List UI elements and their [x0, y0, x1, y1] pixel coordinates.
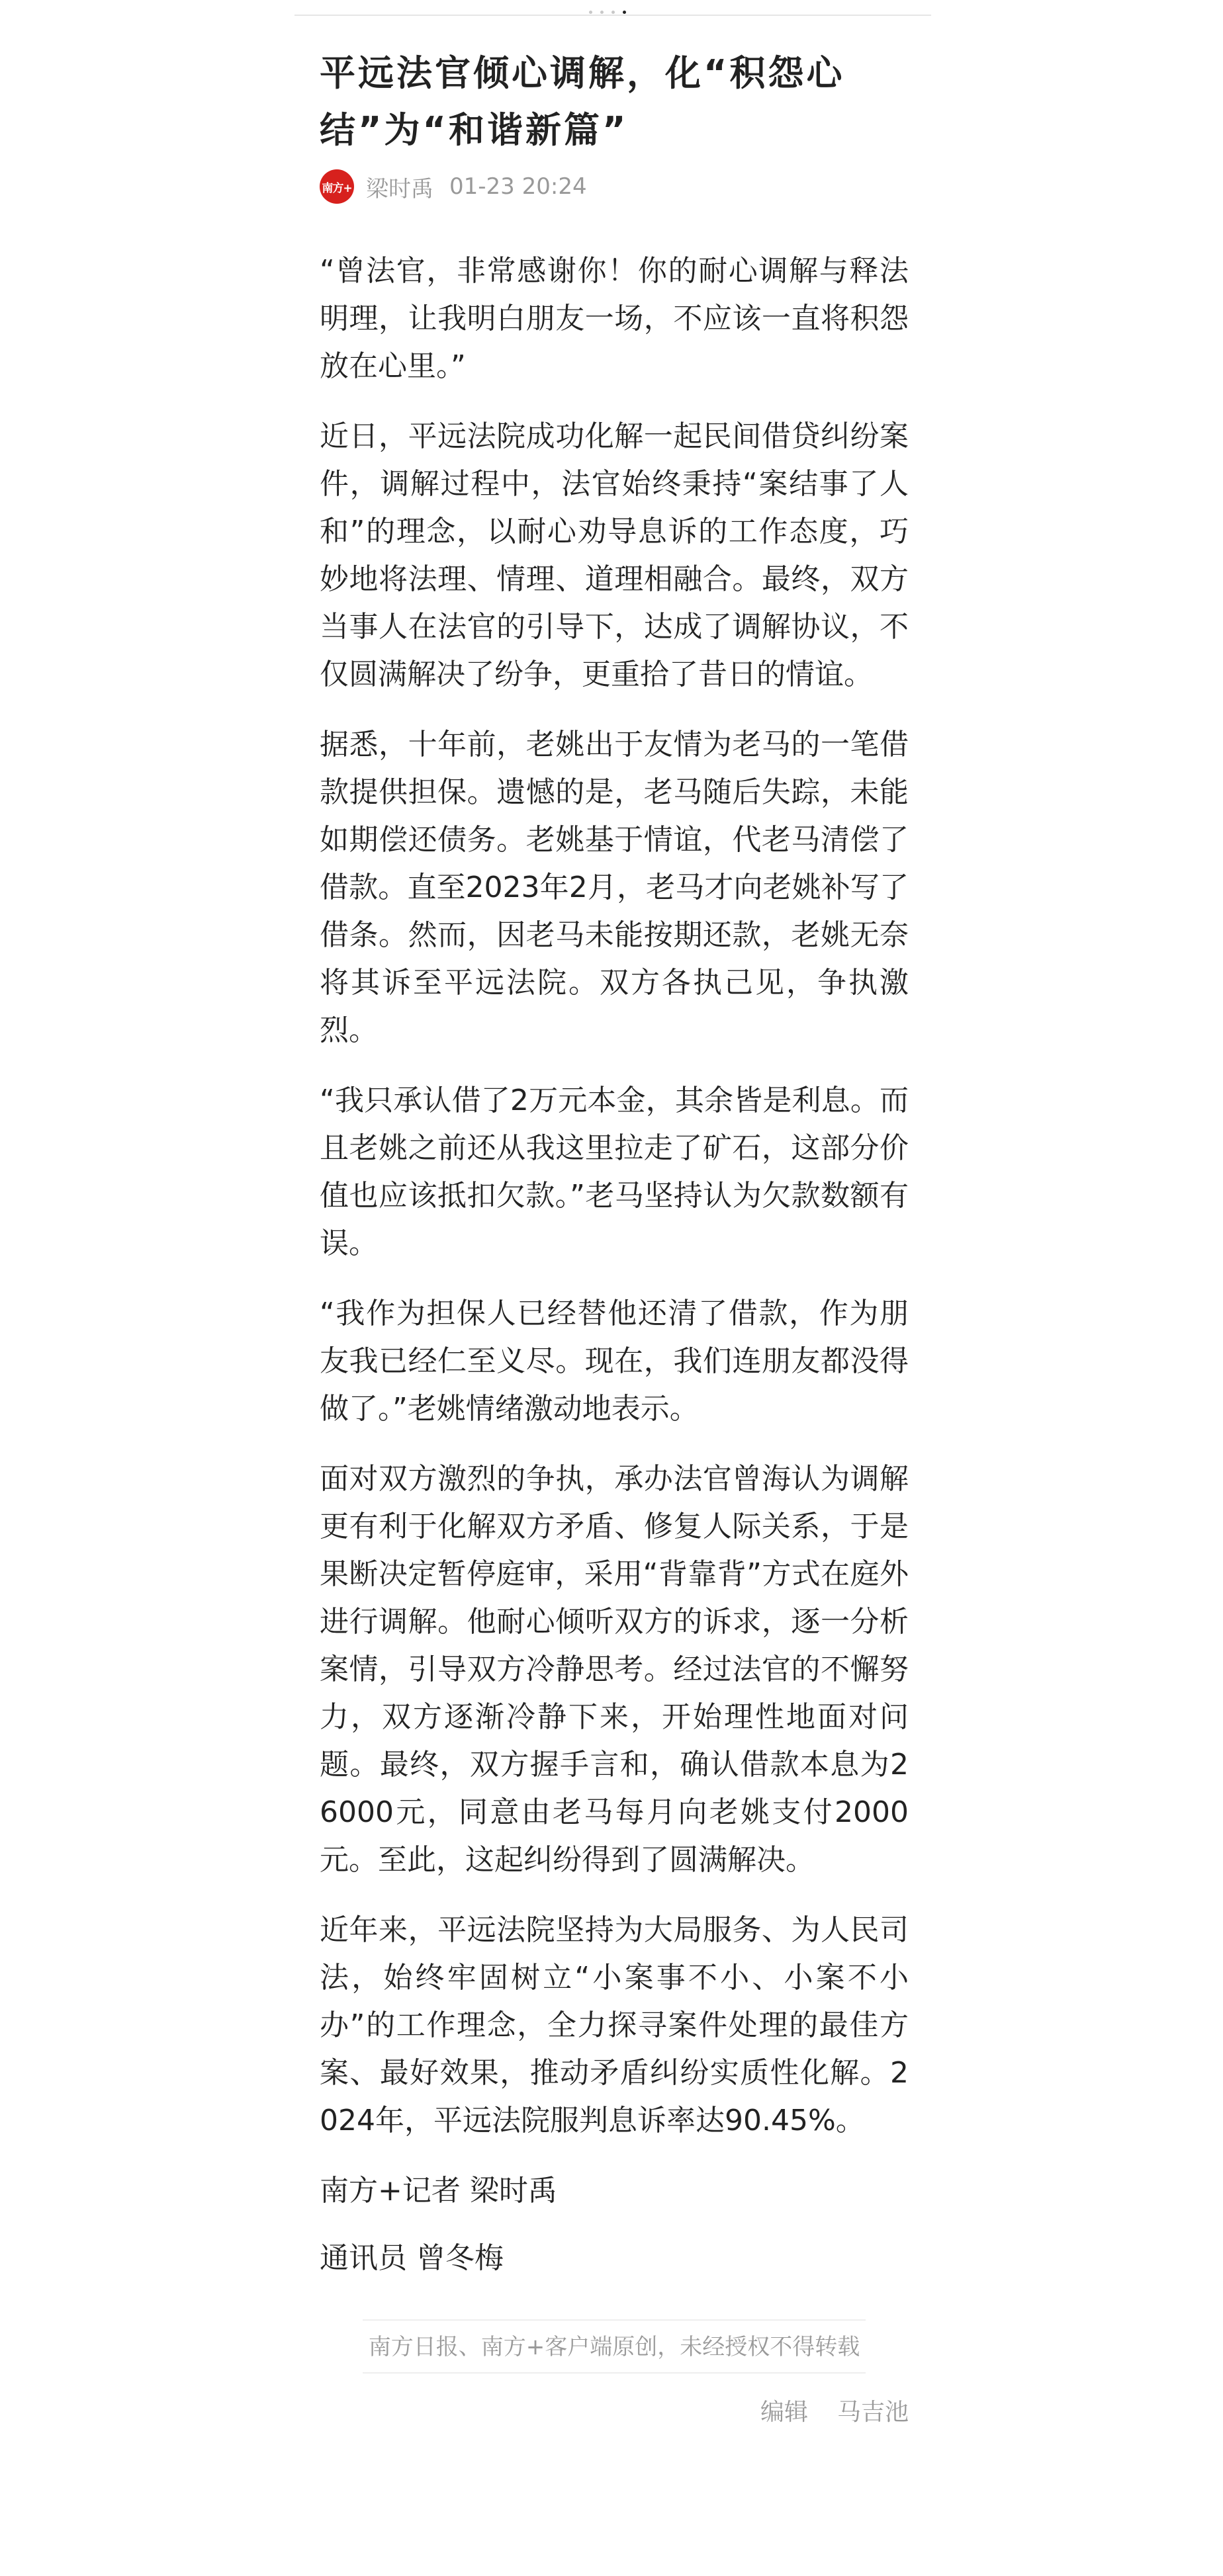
paragraph: 近日，平远法院成功化解一起民间借贷纠纷案件，调解过程中，法官始终秉持“案结事了人和”的理念，以耐心劝导息诉的工作态度，巧妙地将法理、情理、道理相融合。最终，双方当事人在法官的引导下，达成了调解协议，不仅圆满解决了纷争，更重拾了昔日的情谊。: [320, 419, 909, 691]
correspondent-credit: 通讯员 曾冬梅: [320, 2241, 504, 2275]
source-logo-icon[interactable]: 南方+: [320, 169, 354, 204]
page-dot-active: [623, 11, 626, 14]
article-body: [320, 247, 909, 2282]
paragraph: “我作为担保人已经替他还清了借款，作为朋友我已经仁至义尽。现在，我们连朋友都没得做了。”老姚情绪激动地表示。: [320, 1297, 909, 1426]
paragraph: 据悉，十年前，老姚出于友情为老马的一笔借款提供担保。遗憾的是，老马随后失踪，未能如期偿还债务。老姚基于情谊，代老马清偿了借款。直至2023年2月，老马才向老姚补写了借条。然而，因老马未能按期还款，老姚无奈将其诉至平远法院。双方各执己见，争执激烈。: [320, 728, 909, 1047]
article-title: 平远法官倾心调解，化“积怨心结”为“和谐新篇”: [320, 52, 845, 151]
editor-name: 马吉池: [837, 2399, 909, 2426]
copyright-notice: 南方日报、南方+客户端原创，未经授权不得转载: [363, 2319, 866, 2374]
paragraph: 面对双方激烈的争执，承办法官曾海认为调解更有利于化解双方矛盾、修复人际关系，于是果断决定暂停庭审，采用“背靠背”方式在庭外进行调解。他耐心倾听双方的诉求，逐一分析案情，引导双方冷静思考。经过法官的不懈努力，双方逐渐冷静下来，开始理性地面对问题。最终，双方握手言和，确认借款本息为26000元，同意由老马每月向老姚支付2000元。至此，这起纠纷得到了圆满解决。: [320, 1462, 909, 1877]
paragraph: “曾法官，非常感谢你！你的耐心调解与释法明理，让我明白朋友一场，不应该一直将积怨放在心里。”: [320, 254, 909, 383]
article-meta: [320, 168, 909, 205]
paragraph: “我只承认借了2万元本金，其余皆是利息。而且老姚之前还从我这里拉走了矿石，这部分价值也应该抵扣欠款。”老马坚持认为欠款数额有误。: [320, 1084, 909, 1260]
paragraph: 近年来，平远法院坚持为大局服务、为人民司法，始终牢固树立“小案事不小、小案不小办”的工作理念，全力探寻案件处理的最佳方案、最好效果，推动矛盾纠纷实质性化解。2024年，平远法院服判息诉率达90.45%。: [320, 1913, 909, 2137]
editor-credit: [320, 2393, 909, 2427]
page-dot: [612, 11, 615, 14]
page-dot: [600, 11, 604, 14]
article: [320, 45, 909, 2427]
page-indicator: [589, 8, 642, 16]
editor-label: 编辑: [760, 2399, 808, 2426]
author-name[interactable]: 梁时禹: [366, 175, 433, 202]
reporter-credit: 南方+记者 梁时禹: [320, 2174, 557, 2208]
page-dot: [589, 11, 592, 14]
publish-date: 01-23 20:24: [449, 173, 587, 200]
